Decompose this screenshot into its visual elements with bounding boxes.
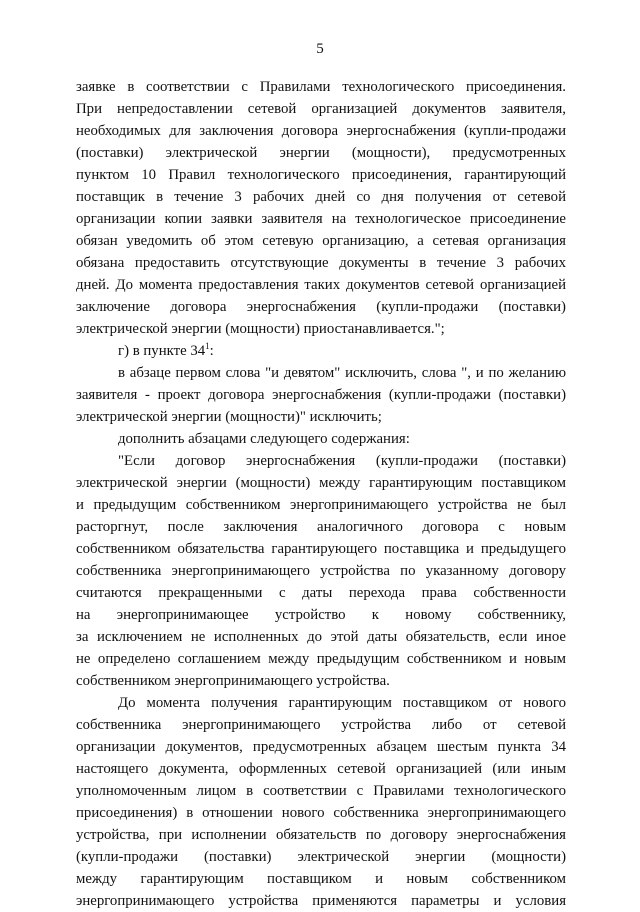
text-line-content: необходимых для заключения договора энергоснабжения (купли-продажи: [76, 123, 566, 139]
text-line: [76, 582, 566, 604]
text-line-content: (купли-продажи (поставки) электрической энергии (мощности): [76, 849, 566, 865]
text-line-content: пунктом 10 Правил технологического присоединения, гарантирующий: [76, 167, 566, 183]
text-line: [76, 274, 566, 296]
text-line: [76, 76, 566, 98]
text-line: [76, 450, 566, 472]
text-line: [76, 428, 566, 450]
text-line: [76, 890, 566, 912]
text-line-content: При непредоставлении сетевой организацией документов заявителя,: [76, 101, 566, 117]
text-line-content: организации копии заявки заявителя на технологическое присоединение: [76, 211, 566, 227]
page-number: 5: [316, 41, 324, 57]
text-suffix: :: [209, 343, 214, 359]
text-line: [76, 494, 566, 516]
text-line-content: дополнить абзацами следующего содержания:: [118, 431, 410, 447]
text-line: [76, 670, 566, 692]
text-line: [76, 142, 566, 164]
text-line: [76, 406, 566, 428]
text-line: [76, 802, 566, 824]
text-line-content: и предыдущим собственником энергопринимающего устройства не был: [76, 497, 566, 513]
text-line: [76, 472, 566, 494]
text-line-content: заключение договора энергоснабжения (купли-продажи (поставки): [76, 299, 566, 315]
document-body: [76, 76, 566, 912]
text-line-content: устройства, при исполнении обязательств по договору энергоснабжения: [76, 827, 566, 843]
text-line-content: считаются прекращенными с даты перехода права собственности: [76, 585, 566, 601]
text-line: [76, 736, 566, 758]
text-line: [76, 362, 566, 384]
text-line-content: электрической энергии (мощности) приостанавливается.";: [76, 321, 445, 337]
text-line: [76, 824, 566, 846]
text-line-content: между гарантирующим поставщиком и новым собственником: [76, 871, 566, 887]
text-line-content: собственником обязательства гарантирующего поставщика и предыдущего: [76, 541, 566, 557]
text-line: [76, 230, 566, 252]
text-line: [76, 164, 566, 186]
text-line-content: дней. До момента предоставления таких документов сетевой организацией: [76, 277, 566, 293]
text-line-content: собственника энергопринимающего устройства по указанному договору: [76, 563, 566, 579]
text-line: [76, 626, 566, 648]
text-line-content: за исключением не исполненных до этой даты обязательств, если иное: [76, 629, 566, 645]
text-line: [76, 538, 566, 560]
text-line-content: собственником энергопринимающего устройства.: [76, 673, 390, 689]
text-line: [76, 846, 566, 868]
text-line: [76, 208, 566, 230]
text-line: [76, 384, 566, 406]
text-line-content: заявителя - проект договора энергоснабжения (купли-продажи (поставки): [76, 387, 566, 403]
text-line-content: (поставки) электрической энергии (мощности), предусмотренных: [76, 145, 566, 161]
text-line: [76, 340, 566, 362]
text-line-content: электрической энергии (мощности)" исключить;: [76, 409, 382, 425]
text-line-content: организации документов, предусмотренных абзацем шестым пункта 34: [76, 739, 566, 755]
text-line-content: уполномоченным лицом в соответствии с Правилами технологического: [76, 783, 566, 799]
text-line-content: в абзаце первом слова "и девятом" исключить, слова ", и по желанию: [118, 365, 566, 381]
text-line-content: До момента получения гарантирующим поставщиком от нового: [118, 695, 566, 711]
text-line-content: обязан уведомить об этом сетевую организацию, а сетевая организация: [76, 233, 566, 249]
text-line: [76, 516, 566, 538]
superscript: 1: [205, 341, 210, 352]
text-line: [76, 98, 566, 120]
text-line: [76, 252, 566, 274]
text-line-content: электрической энергии (мощности) между гарантирующим поставщиком: [76, 475, 566, 491]
text-line: [76, 560, 566, 582]
text-line: [76, 186, 566, 208]
text-line-content: расторгнут, после заключения аналогичного договора с новым: [76, 519, 566, 535]
text-line: [76, 780, 566, 802]
text-line: [76, 758, 566, 780]
text-line-content: присоединения) в отношении нового собственника энергопринимающего: [76, 805, 566, 821]
text-line: [76, 120, 566, 142]
text-line: [76, 296, 566, 318]
text-line-content: не определено соглашением между предыдущим собственником и новым: [76, 651, 566, 667]
text-line-content: поставщик в течение 3 рабочих дней со дня получения от сетевой: [76, 189, 566, 205]
text-line: [76, 604, 566, 626]
text-line-content: "Если договор энергоснабжения (купли-продажи (поставки): [118, 453, 566, 469]
text-line-content: обязана предоставить отсутствующие документы в течение 3 рабочих: [76, 255, 566, 271]
text-line-content: настоящего документа, оформленных сетевой организацией (или иным: [76, 761, 566, 777]
text-line: [76, 692, 566, 714]
text-line-content: заявке в соответствии с Правилами технологического присоединения.: [76, 79, 566, 95]
text-line: [76, 868, 566, 890]
text-line: [76, 648, 566, 670]
text-line-content: на энергопринимающее устройство к новому собственнику,: [76, 607, 566, 623]
text-line-content: г) в пункте 34: [118, 343, 206, 359]
text-line: [76, 714, 566, 736]
text-line-content: собственника энергопринимающего устройства либо от сетевой: [76, 717, 566, 733]
text-line: [76, 318, 566, 340]
text-line-content: энергопринимающего устройства применяются параметры и условия: [76, 893, 566, 909]
